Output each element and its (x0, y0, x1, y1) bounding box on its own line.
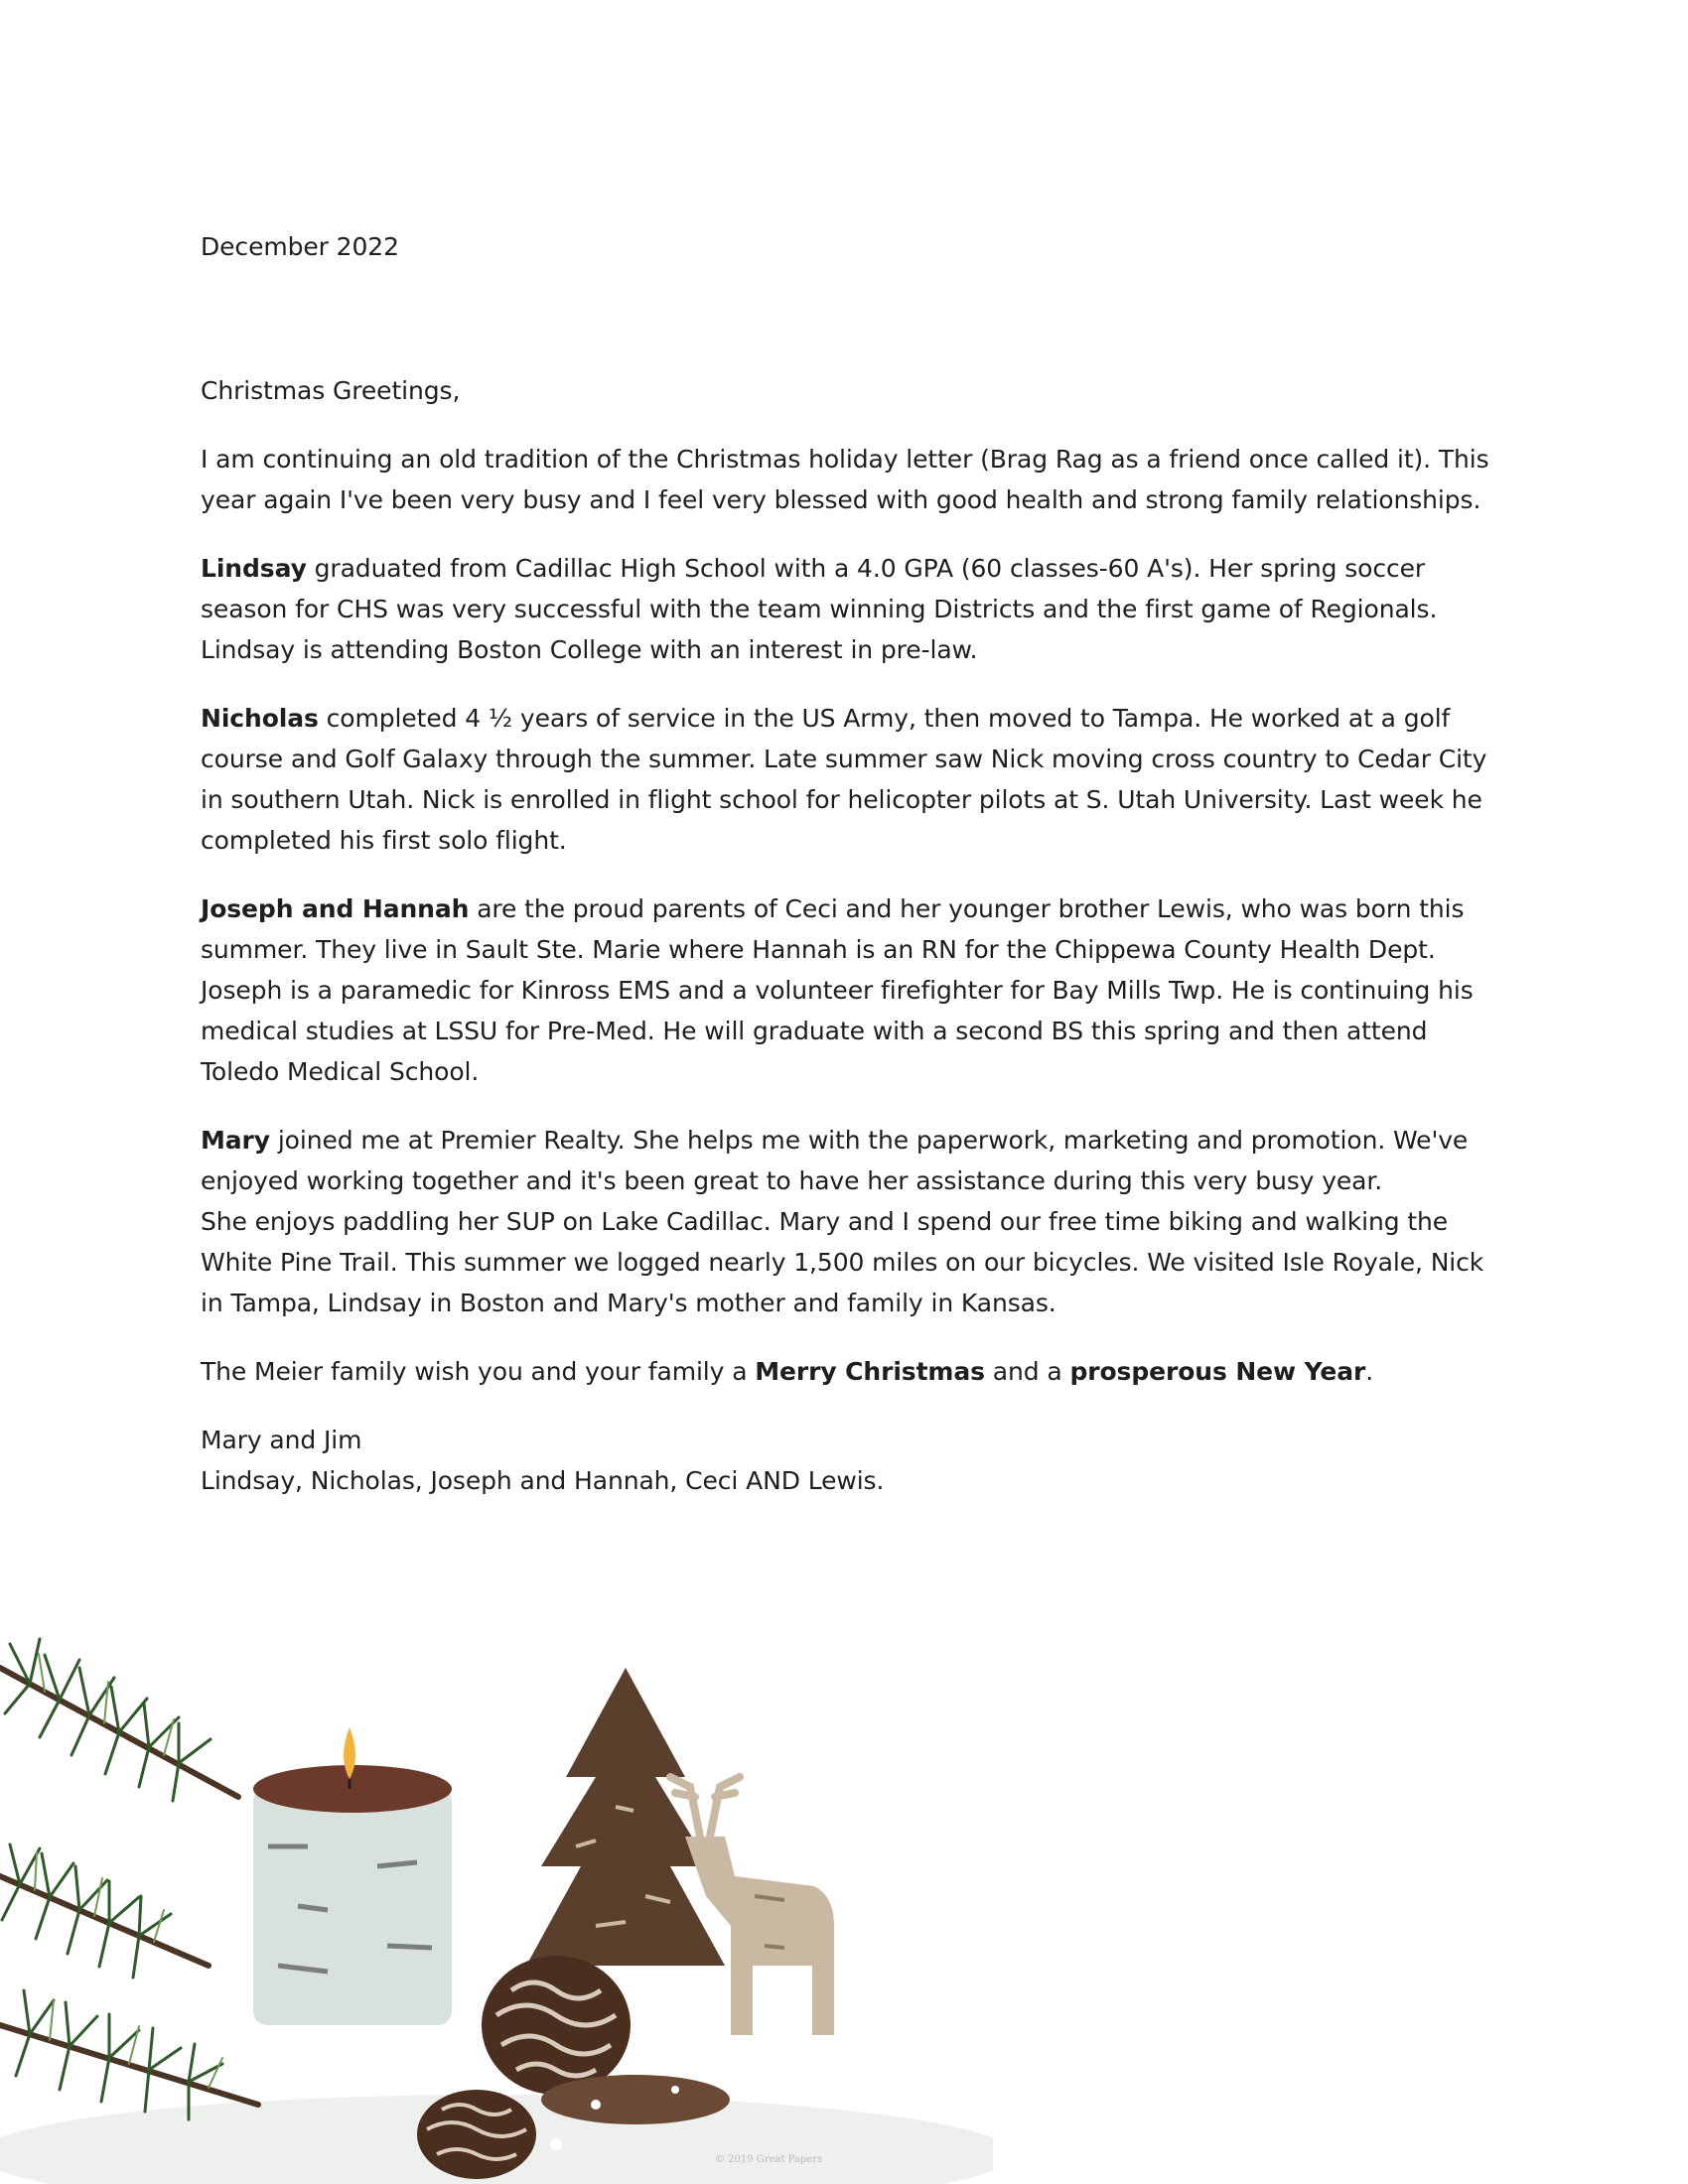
prosperous-new-year: prosperous New Year (1069, 1357, 1366, 1386)
signature-line-2: Lindsay, Nicholas, Joseph and Hannah, Ceci AND Lewis. (201, 1466, 885, 1495)
lindsay-paragraph (201, 548, 1511, 670)
intro-paragraph: I am continuing an old tradition of the Christmas holiday letter (Brag Rag as a friend once called it). This year again I've been very busy and I feel very blessed with good health and strong family relationships. (201, 445, 1489, 514)
nicholas-paragraph (201, 698, 1511, 861)
joseph-hannah-name: Joseph and Hannah (201, 894, 470, 923)
signature-line-1: Mary and Jim (201, 1426, 362, 1454)
mary-name: Mary (201, 1126, 270, 1155)
letter-body (201, 226, 1511, 1501)
pine-cone-small-icon (417, 2090, 536, 2179)
lindsay-text: graduated from Cadillac High School with a 4.0 GPA (60 classes-60 A's). Her spring soccer season for CHS was very successful with the team winning Districts and the first game of Regionals. Lindsay is attending Boston College with an interest in pre-law. (201, 554, 1438, 664)
mary-paragraph (201, 1120, 1511, 1323)
closing-pre: The Meier family wish you and your family a (201, 1357, 756, 1386)
signature-block (201, 1420, 1511, 1501)
wood-slice (541, 2075, 730, 2124)
closing-mid: and a (984, 1357, 1070, 1386)
nicholas-text: completed 4 ½ years of service in the US Army, then moved to Tampa. He worked at a golf course and Golf Galaxy through the summer. Late summer saw Nick moving cross country to Cedar City in southern Utah. Nick is enrolled in flight school for helicopter pilots at S. Utah University. Last week he completed his first solo flight. (201, 704, 1487, 855)
letter-date: December 2022 (201, 232, 399, 261)
mary-text-2: She enjoys paddling her SUP on Lake Cadillac. Mary and I spend our free time biking and walking the White Pine Trail. This summer we logged nearly 1,500 miles on our bicycles. We visited Isle Royale, Nick in Tampa, Lindsay in Boston and Mary's mother and family in Kansas. (201, 1207, 1484, 1317)
merry-christmas: Merry Christmas (755, 1357, 985, 1386)
reindeer-ornament (670, 1777, 834, 2035)
joseph-hannah-paragraph (201, 888, 1511, 1092)
copyright-notice: © 2019 Great Papers (715, 2154, 823, 2165)
decoration-illustration (0, 1549, 993, 2184)
closing-end: . (1365, 1357, 1374, 1386)
nicholas-name: Nicholas (201, 704, 319, 733)
closing-paragraph (201, 1351, 1511, 1392)
pine-cone-icon (482, 1956, 631, 2095)
joseph-hannah-text: are the proud parents of Ceci and her younger brother Lewis, who was born this summer. They live in Sault Ste. Marie where Hannah is an RN for the Chippewa County Health Dept. Joseph is a paramedic for Kinross EMS and a volunteer firefighter for Bay Mills Twp. He is continuing his medical studies at LSSU for Pre-Med. He will graduate with a second BS this spring and then attend Toledo Medical School. (201, 894, 1474, 1086)
lindsay-name: Lindsay (201, 554, 307, 583)
candle-icon (253, 1727, 452, 2025)
salutation: Christmas Greetings, (201, 376, 461, 405)
mary-text-1: joined me at Premier Realty. She helps me with the paperwork, marketing and promotion. We've enjoyed working together and it's been great to have her assistance during this very busy year. (201, 1126, 1469, 1195)
pine-branch-icon (0, 1639, 258, 2119)
holiday-decoration (0, 1549, 993, 2184)
